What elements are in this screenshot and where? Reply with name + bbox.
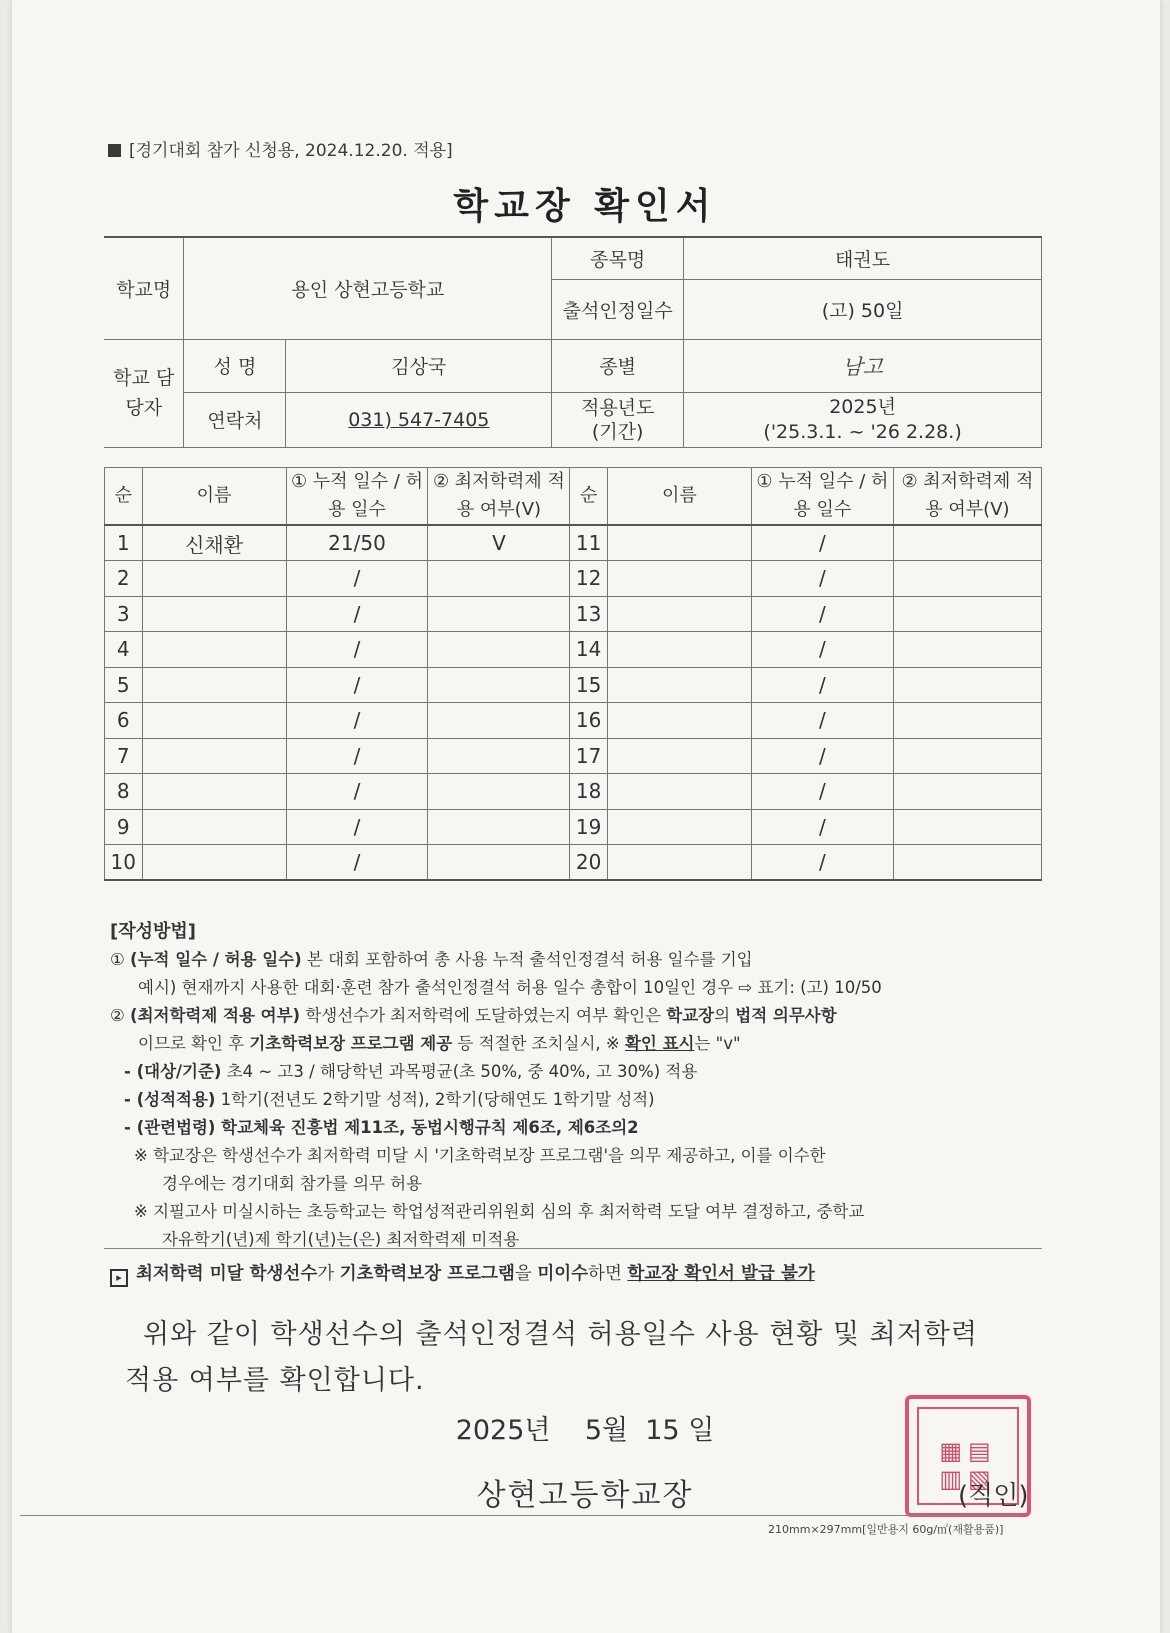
guide-2-bold-b: 법적 의무사항: [735, 1006, 837, 1025]
detail-target-title: - (대상/기준): [124, 1062, 222, 1081]
row-no: 10: [105, 845, 143, 881]
student-list-table: [104, 467, 1042, 881]
student-row: [105, 774, 1042, 810]
confirmation-line-2: 적용 여부를 확인합니다.: [125, 1365, 425, 1396]
student-row: [105, 667, 1042, 703]
guide-2-title: (최저학력제 적용 여부): [130, 1006, 301, 1025]
cumulative-days: /: [286, 809, 428, 845]
cumulative-days: /: [751, 845, 893, 881]
event-value: 태권도: [684, 237, 1042, 279]
row-no: 11: [570, 525, 608, 561]
min-academic-check: [893, 632, 1041, 668]
student-row: [105, 845, 1042, 881]
cumulative-days: /: [751, 632, 893, 668]
detail-law: [110, 1114, 1040, 1142]
col-days-header-2: ① 누적 일수 / 허용 일수: [751, 468, 893, 526]
student-name: 신채환: [142, 525, 286, 561]
seal-glyphs: ▦▤ ▥▧: [939, 1437, 997, 1493]
guide-2-text-c: 이므로 확인 후: [138, 1034, 250, 1053]
cumulative-days: /: [286, 596, 428, 632]
min-academic-check: [893, 596, 1041, 632]
col-min-header: ② 최저학력제 적용 여부(V): [428, 468, 570, 526]
writing-guide: [110, 918, 1040, 1288]
student-name: [142, 667, 286, 703]
final-bold-c: 기초학력보장 프로그램: [339, 1264, 515, 1284]
row-no: 5: [105, 667, 143, 703]
row-no: 13: [570, 596, 608, 632]
student-row: [105, 561, 1042, 597]
final-text-f: 하면: [588, 1264, 628, 1284]
guide-1-title: (누적 일수 / 허용 일수): [130, 950, 302, 969]
school-name-value: 용인 상현고등학교: [184, 237, 552, 339]
student-name: [607, 703, 751, 739]
detail-target: [110, 1058, 1040, 1086]
divider: [104, 1248, 1042, 1249]
cumulative-days: 21/50: [286, 525, 428, 561]
guide-2-text-e: 는 "v": [694, 1034, 741, 1053]
final-text-b: 가: [317, 1264, 340, 1284]
student-row: [105, 525, 1042, 561]
document-title: 학교장 확인서: [453, 186, 717, 227]
col-min-header-2: ② 최저학력제 적용 여부(V): [893, 468, 1041, 526]
row-no: 17: [570, 738, 608, 774]
col-no-header: 순: [105, 468, 143, 526]
min-academic-check: [893, 703, 1041, 739]
final-bold-e: 미이수: [537, 1264, 589, 1284]
cumulative-days: /: [751, 596, 893, 632]
student-name: [142, 632, 286, 668]
event-label: 종목명: [552, 237, 684, 279]
row-no: 14: [570, 632, 608, 668]
cumulative-days: /: [751, 561, 893, 597]
min-academic-check: [428, 596, 570, 632]
cumulative-days: /: [286, 774, 428, 810]
principal-name: 상현고등학교장: [476, 1478, 694, 1513]
student-row: [105, 809, 1042, 845]
student-row: [105, 596, 1042, 632]
cumulative-days: /: [751, 703, 893, 739]
row-no: 8: [105, 774, 143, 810]
min-academic-check: [428, 845, 570, 881]
guide-2-text-a: 학생선수가 최저학력에 도달하였는지 여부 확인은: [300, 1006, 667, 1025]
guide-2-text-b: 의: [714, 1006, 736, 1025]
row-no: 12: [570, 561, 608, 597]
row-no: 15: [570, 667, 608, 703]
circled-2: ②: [110, 1006, 125, 1025]
cumulative-days: /: [286, 703, 428, 739]
min-academic-check: [428, 738, 570, 774]
student-name: [607, 561, 751, 597]
cumulative-days: /: [286, 667, 428, 703]
cumulative-days: /: [751, 667, 893, 703]
student-row: [105, 738, 1042, 774]
confirmation-text: [125, 1312, 1025, 1404]
cumulative-days: /: [751, 809, 893, 845]
row-no: 7: [105, 738, 143, 774]
seal-label: (직인): [958, 1481, 1029, 1511]
detail-law-text: 학교체육 진흥법 제11조, 동법시행규칙 제6조, 제6조의2: [215, 1118, 639, 1137]
form-usage-tag: [108, 136, 453, 161]
detail-grades-title: - (성적적용): [124, 1090, 216, 1109]
min-academic-check: [893, 561, 1041, 597]
remark-2: ※ 지필고사 미실시하는 초등학교는 학업성적관리위원회 심의 후 최저학력 도달 여부 결정하고, 중학교: [134, 1202, 865, 1221]
manager-name-value: 김상국: [286, 339, 552, 392]
detail-law-title: - (관련법령): [124, 1118, 216, 1137]
row-no: 1: [105, 525, 143, 561]
contact-value: 031) 547-7405: [286, 392, 552, 447]
student-name: [607, 774, 751, 810]
student-name: [142, 774, 286, 810]
min-academic-check: [893, 809, 1041, 845]
bottom-divider: [20, 1515, 1020, 1516]
row-no: 6: [105, 703, 143, 739]
guide-item-1: [110, 946, 1040, 974]
apply-year-period: ('25.3.1. ~ '26 2.28.): [763, 420, 962, 443]
form-usage-text: [경기대회 참가 신청용, 2024.12.20. 적용]: [129, 141, 453, 161]
cumulative-days: /: [286, 845, 428, 881]
info-table: [104, 236, 1042, 448]
category-value: 남고: [684, 339, 1042, 392]
detail-grades-text: 1학기(전년도 2학기말 성적), 2학기(당해연도 1학기말 성적): [215, 1090, 655, 1109]
col-name-header: 이름: [142, 468, 286, 526]
guide-1-text: 본 대회 포함하여 총 사용 누적 출석인정결석 허용 일수를 기입: [301, 950, 753, 969]
student-name: [142, 738, 286, 774]
min-academic-check: [428, 667, 570, 703]
remark-2-cont: 자유학기(년)제 학기(년)는(은) 최저학력제 미적용: [162, 1230, 520, 1249]
circled-1: ①: [110, 950, 125, 969]
row-no: 20: [570, 845, 608, 881]
min-academic-check: [893, 845, 1041, 881]
apply-year-label: 적용년도 (기간): [552, 392, 684, 447]
min-academic-check: [428, 703, 570, 739]
student-name: [142, 561, 286, 597]
cumulative-days: /: [286, 632, 428, 668]
student-row: [105, 703, 1042, 739]
attendance-days-value: (고) 50일: [684, 279, 1042, 339]
guide-2-line-2: [110, 1030, 1040, 1058]
student-name: [607, 525, 751, 561]
remark-1: ※ 학교장은 학생선수가 최저학력 미달 시 '기초학력보장 프로그램'을 의무 제공하고, 이를 이수한: [134, 1146, 826, 1165]
category-label: 종별: [552, 339, 684, 392]
student-name: [607, 845, 751, 881]
col-no-header-2: 순: [570, 468, 608, 526]
cumulative-days: /: [751, 738, 893, 774]
final-notice: [110, 1260, 1040, 1288]
guide-heading: [작성방법]: [110, 921, 197, 942]
apply-year-value: 2025년: [829, 395, 896, 418]
min-academic-check: [428, 632, 570, 668]
contact-label: 연락처: [184, 392, 286, 447]
row-no: 2: [105, 561, 143, 597]
student-name: [607, 596, 751, 632]
cumulative-days: /: [286, 738, 428, 774]
student-row: [105, 632, 1042, 668]
attendance-days-label: 출석인정일수: [552, 279, 684, 339]
paper-spec-footer: 210mm×297mm[일반용지 60g/㎡(재활용품)]: [768, 1523, 1004, 1536]
min-academic-check: [893, 667, 1041, 703]
row-no: 4: [105, 632, 143, 668]
min-academic-check: [428, 774, 570, 810]
final-text-d: 을: [514, 1264, 538, 1284]
issue-date: 2025년 5월 15 일: [455, 1415, 715, 1446]
detail-target-text: 초4 ~ 고3 / 해당학년 과목평균(초 50%, 중 40%, 고 30%) 적용: [221, 1062, 698, 1081]
min-academic-check: V: [428, 525, 570, 561]
cumulative-days: /: [751, 525, 893, 561]
school-manager-label: 학교 담당자: [104, 339, 184, 447]
row-no: 3: [105, 596, 143, 632]
student-name: [142, 809, 286, 845]
student-name: [607, 667, 751, 703]
min-academic-check: [893, 525, 1041, 561]
min-academic-check: [893, 774, 1041, 810]
final-bold-g: 학교장 확인서 발급 불가: [627, 1264, 815, 1284]
square-bullet-icon: [108, 144, 121, 157]
student-name: [607, 632, 751, 668]
final-bold-a: 최저학력 미달 학생선수: [136, 1264, 318, 1284]
min-academic-check: [428, 561, 570, 597]
min-academic-check: [893, 738, 1041, 774]
col-days-header: ① 누적 일수 / 허용 일수: [286, 468, 428, 526]
student-name: [142, 845, 286, 881]
student-name: [607, 809, 751, 845]
guide-2-bold-c: 기초학력보장 프로그램 제공: [249, 1034, 453, 1053]
student-name: [142, 596, 286, 632]
remark-1-cont: 경우에는 경기대회 참가를 의무 허용: [162, 1174, 423, 1193]
student-name: [142, 703, 286, 739]
detail-grades: [110, 1086, 1040, 1114]
row-no: 19: [570, 809, 608, 845]
min-academic-check: [428, 809, 570, 845]
manager-name-label: 성 명: [184, 339, 286, 392]
apply-year-cell: [684, 392, 1042, 447]
guide-2-bold-d: 확인 표시: [624, 1034, 695, 1053]
col-name-header-2: 이름: [607, 468, 751, 526]
guide-1-example: 예시) 현재까지 사용한 대회·훈련 참가 출석인정결석 허용 일수 총합이 10일인 경우 ⇨ 표기: (고) 10/50: [138, 978, 882, 997]
guide-item-2: [110, 1002, 1040, 1030]
confirmation-line-1: 위와 같이 학생선수의 출석인정결석 허용일수 사용 현황 및 최저학력: [143, 1319, 978, 1350]
school-name-label: 학교명: [104, 237, 184, 339]
guide-2-bold-a: 학교장: [666, 1006, 715, 1025]
arrow-box-icon: ▸: [110, 1269, 128, 1287]
row-no: 9: [105, 809, 143, 845]
cumulative-days: /: [286, 561, 428, 597]
guide-2-text-d: 등 적절한 조치실시, ※: [452, 1034, 625, 1053]
student-name: [607, 738, 751, 774]
row-no: 18: [570, 774, 608, 810]
cumulative-days: /: [751, 774, 893, 810]
row-no: 16: [570, 703, 608, 739]
